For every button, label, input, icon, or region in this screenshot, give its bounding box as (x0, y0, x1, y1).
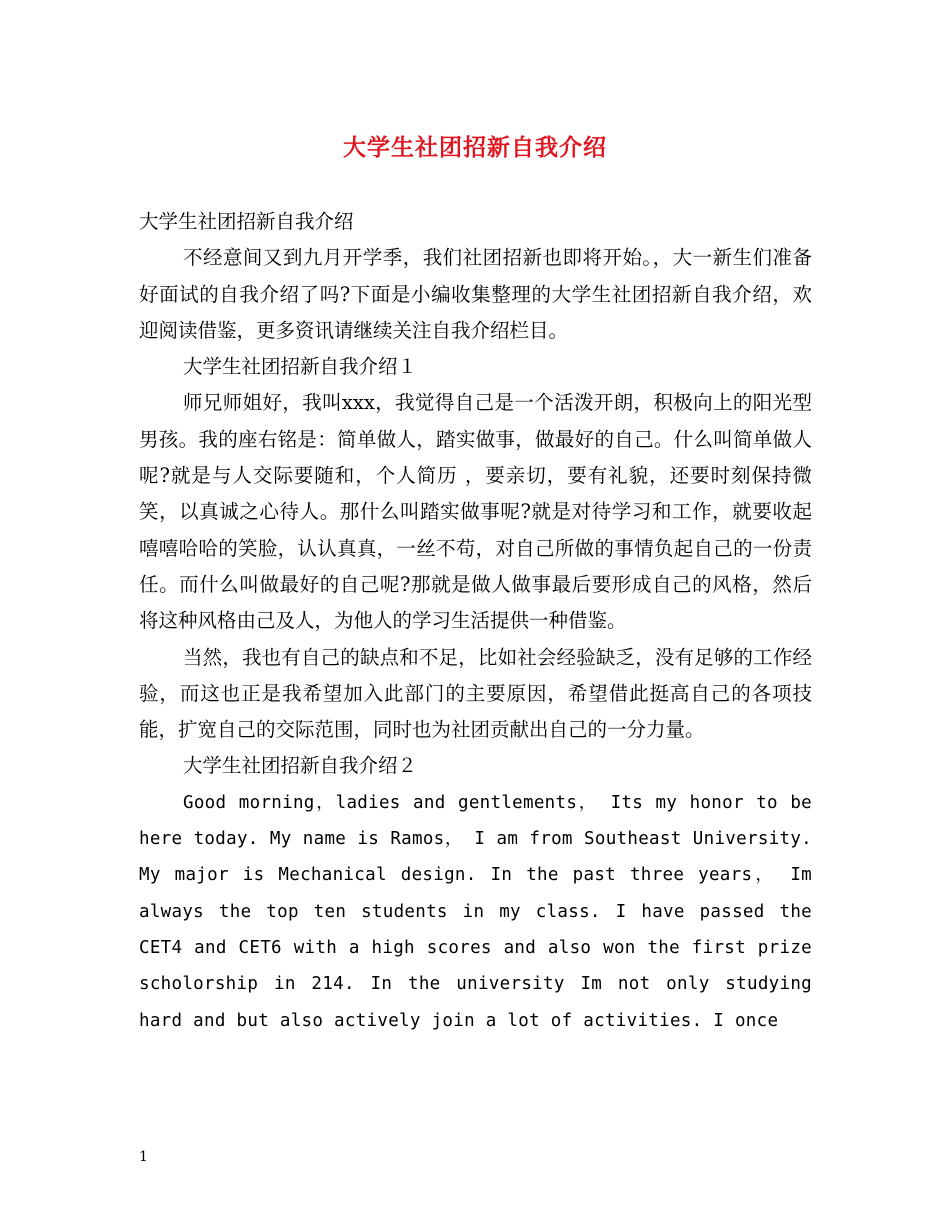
paragraph-heading: 大学生社团招新自我介绍 (139, 210, 354, 233)
paragraph-english-intro: Good morning，ladies and gentlements， Its my honor to be here today. My name is Ramos， I am from Southeast University. My major is Mechanical design. In the past three years， Im always the top ten students in my class. I have passed the CET4 and CET6 with a high scores and also won the first prize scholorship in 214. In the university Im not only studying hard and but also actively join a lot of activities. I once (139, 792, 812, 1031)
paragraph-self-intro-1: 师兄师姐好，我叫xxx，我觉得自己是一个活泼开朗，积极向上的阳光型男孩。我的座右铭是：简单做人，踏实做事，做最好的自己。什么叫简单做人呢?就是与人交际要随和，个人简历 ，要亲切，要有礼貌，还要时刻保持微笑，以真诚之心待人。那什么叫踏实做事呢?就是对待学习和工作，就要收起嘻嘻哈哈的笑脸，认认真真，一丝不苟，对自己所做的事情负起自己的一份责任。而什么叫做最好的自己呢?那就是做人做事最后要形成自己的风格，然后将这种风格由己及人，为他人的学习生活提供一种借鉴。 (139, 391, 812, 633)
section-heading-1: 大学生社团招新自我介绍１ (183, 355, 418, 379)
page-number: 1 (139, 1149, 148, 1165)
paragraph-intro: 不经意间又到九月开学季，我们社团招新也即将开始。，大一新生们准备好面试的自我介绍了吗?下面是小编收集整理的大学生社团招新自我介绍，欢迎阅读借鉴，更多资讯请继续关注自我介绍栏目。 (139, 246, 812, 342)
document-title: 大学生社团招新自我介绍 (343, 134, 607, 161)
document-body (139, 204, 812, 1039)
section-heading-2: 大学生社团招新自我介绍２ (183, 754, 418, 778)
paragraph-self-intro-1-continued: 当然，我也有自己的缺点和不足，比如社会经验缺乏，没有足够的工作经验，而这也正是我希望加入此部门的主要原因，希望借此挺高自己的各项技能，扩宽自己的交际范围，同时也为社团贡献出自己的一分力量。 (139, 645, 812, 742)
